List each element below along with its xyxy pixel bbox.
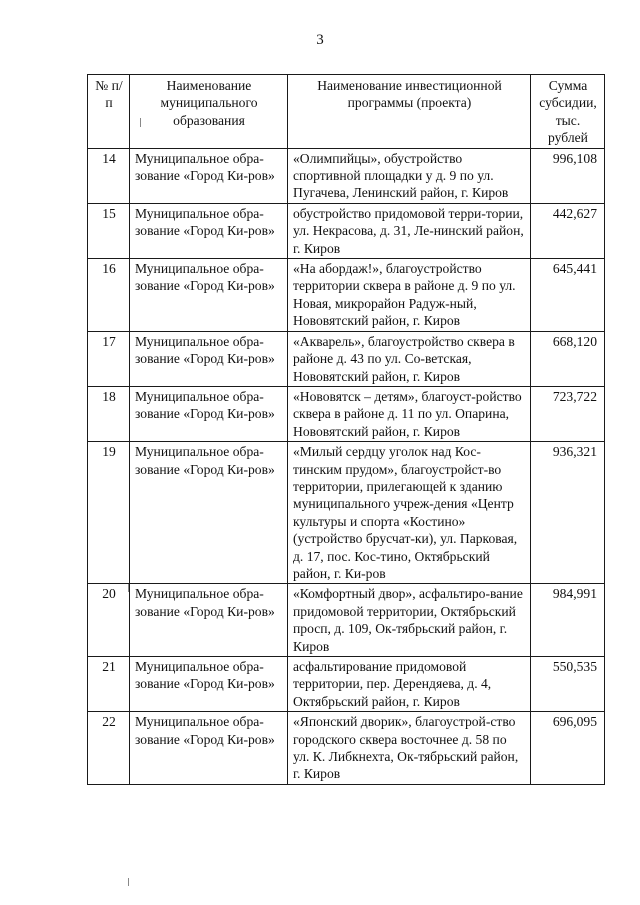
table-row	[88, 203, 605, 258]
table-row	[88, 442, 605, 584]
row-number: 20	[88, 584, 130, 657]
row-number: 15	[88, 203, 130, 258]
row-municipality: Муниципальное обра-зование «Город Ки-ров»	[130, 657, 288, 712]
row-project: «Акварель», благоустройство сквера в районе д. 43 по ул. Со-ветская, Нововятский район, г. Киров	[288, 331, 531, 386]
row-amount: 668,120	[531, 331, 605, 386]
page-number: 3	[316, 32, 324, 48]
row-number: 19	[88, 442, 130, 584]
row-amount: 936,321	[531, 442, 605, 584]
row-municipality: Муниципальное обра-зование «Город Ки-ров»	[130, 259, 288, 332]
row-number: 16	[88, 259, 130, 332]
row-amount: 984,991	[531, 584, 605, 657]
row-municipality: Муниципальное обра-зование «Город Ки-ров»	[130, 203, 288, 258]
row-project: «На абордаж!», благоустройство территории сквера в районе д. 9 по ул. Новая, микрорайон Радуж-ный, Нововятский район, г. Киров	[288, 259, 531, 332]
row-amount: 723,722	[531, 386, 605, 441]
table-header-row	[88, 75, 605, 149]
row-number: 14	[88, 148, 130, 203]
table-row	[88, 331, 605, 386]
table-row	[88, 148, 605, 203]
row-number: 18	[88, 386, 130, 441]
row-project: «Милый сердцу уголок над Кос-тинским прудом», благоустройст-во территории, прилегающей к зданию муниципального учреж-дения «Центр культуры и спорта «Костино» (устройство брусчат-ки), ул. Парковая, д. 17, пос. Кос-тино, Октябрьский район, г. Ки-ров	[288, 442, 531, 584]
table-row	[88, 386, 605, 441]
header-amount: Сумма субсидии, тыс. рублей	[531, 75, 605, 149]
margin-mark	[128, 584, 129, 592]
row-municipality: Муниципальное обра-зование «Город Ки-ров»	[130, 584, 288, 657]
row-number: 22	[88, 712, 130, 785]
table-row	[88, 259, 605, 332]
header-project: Наименование инвестиционной программы (проекта)	[288, 75, 531, 149]
row-municipality: Муниципальное обра-зование «Город Ки-ров»	[130, 331, 288, 386]
table-row	[88, 584, 605, 657]
row-municipality: Муниципальное обра-зование «Город Ки-ров»	[130, 712, 288, 785]
row-municipality: Муниципальное обра-зование «Город Ки-ров»	[130, 148, 288, 203]
row-municipality: Муниципальное обра-зование «Город Ки-ров»	[130, 442, 288, 584]
row-amount: 996,108	[531, 148, 605, 203]
table-row	[88, 712, 605, 785]
row-amount: 442,627	[531, 203, 605, 258]
row-number: 21	[88, 657, 130, 712]
row-amount: 696,095	[531, 712, 605, 785]
row-amount: 550,535	[531, 657, 605, 712]
row-municipality: Муниципальное обра-зование «Город Ки-ров»	[130, 386, 288, 441]
margin-mark	[140, 118, 141, 127]
row-amount: 645,441	[531, 259, 605, 332]
row-project: «Японский дворик», благоустрой-ство городского сквера восточнее д. 58 по ул. К. Либкнехта, Ок-тябрьский район, г. Киров	[288, 712, 531, 785]
row-project: обустройство придомовой терри-тории, ул. Некрасова, д. 31, Ле-нинский район, г. Киров	[288, 203, 531, 258]
row-project: «Нововятск – детям», благоуст-ройство сквера в районе д. 11 по ул. Опарина, Нововятский район, г. Киров	[288, 386, 531, 441]
row-project: «Комфортный двор», асфальтиро-вание придомовой территории, Октябрьский просп, д. 109, Ок-тябрьский район, г. Киров	[288, 584, 531, 657]
row-project: асфальтирование придомовой территории, пер. Дерендяева, д. 4, Октябрьский район, г. Киров	[288, 657, 531, 712]
header-number: № п/п	[88, 75, 130, 149]
row-number: 17	[88, 331, 130, 386]
subsidy-table	[87, 74, 605, 785]
margin-mark	[128, 878, 129, 886]
table-row	[88, 657, 605, 712]
header-municipality: Наименование муниципального образования	[130, 75, 288, 149]
row-project: «Олимпийцы», обустройство спортивной площадки у д. 9 по ул. Пугачева, Ленинский район, г. Киров	[288, 148, 531, 203]
